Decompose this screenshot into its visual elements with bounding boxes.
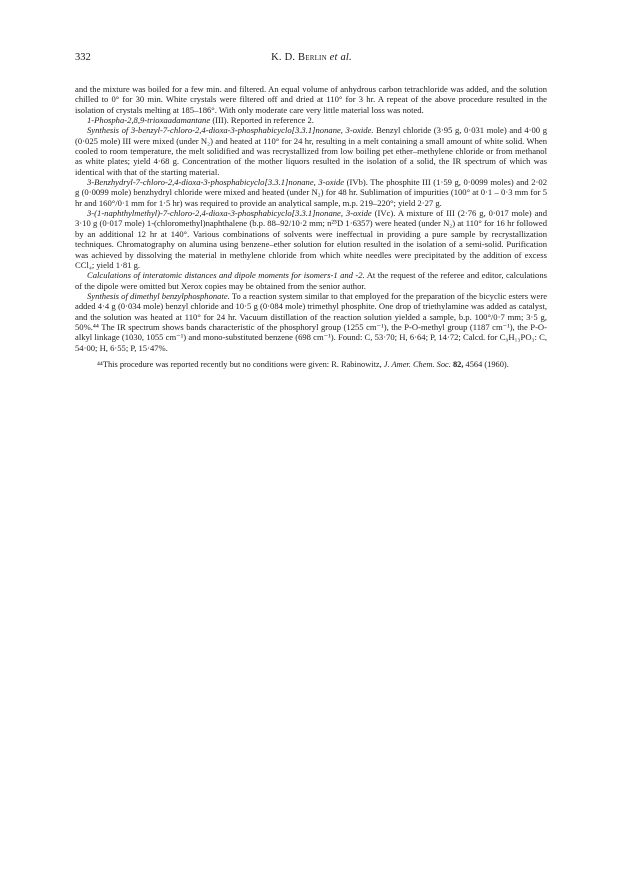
author-initials: K. D. xyxy=(271,52,299,63)
compound-heading: 1-Phospha-2,8,9-trioxaadamantane xyxy=(87,115,211,126)
author-surname: Berlin xyxy=(298,52,327,63)
paragraph-calculations: Calculations of interatomic distances and dipole moments for isomers-1 and -2. At the request of the referee and editor, calculations of the dipole were omitted but Xerox copies may be obtained from the senior author. xyxy=(75,270,547,291)
page-number: 332 xyxy=(75,52,91,63)
journal-volume: 82, xyxy=(450,359,464,369)
page-header xyxy=(75,52,548,68)
author-suffix: et al. xyxy=(326,52,352,63)
section-heading: Calculations of interatomic distances and dipole moments for isomers-1 and -2. xyxy=(87,270,365,281)
paragraph-dimethyl-benzylphosphonate: Synthesis of dimethyl benzylphosphonate. To a reaction system similar to that employed for the preparation of the bicyclic esters were added 4·4 g (0·034 mole) benzyl chloride and 10·5 g (0·084 mole) trimethyl phosphite. One drop of triethylamine was added as catalyst, and the solution was heated at 110° for 24 hr. Vacuum distillation of the reaction solution yielded a sample, b.p. 100°/0·7 mm; 3·5 g, 50%.⁴⁴ The IR spectrum shows bands characteristic of the phosphoryl group (1255 cm⁻¹), the P-O-methyl group (1187 cm⁻¹), the P-O-alkyl linkage (1030, 1055 cm⁻¹) and mono-substituted benzene (698 cm⁻¹). Found: C, 53·70; H, 6·64; P, 14·72; Calcd. for C₉H₁₃PO₃: C, 54·00; H, 6·55; P, 15·47%. xyxy=(75,290,548,353)
paragraph-benzhydryl: 3-Benzhydryl-7-chloro-2,4-dioxa-3-phosphabicyclo[3.3.1]nonane, 3-oxide (IVb). The phosphite III (1·59 g, 0·0099 moles) and 2·02 g (0·0099 mole) benzhydryl chloride were mixed and heated (under N₂) for 48 hr. Sublimation of impurities (100° at 0·1 – 0·3 mm for 5 hr and 160°/0·1 mm for 1·5 hr) was required to provide an analytical sample, m.p. 219–220°; yield 2·27 g. xyxy=(75,177,548,208)
paragraph-continuation: and the mixture was boiled for a few min. and filtered. An equal volume of anhydrous carbon tetrachloride was added, and the solution chilled to 0° for 30 min. White crystals were filtered off and dried at 110° for 3 hr. A repeat of the above procedure resulted in the isolation of crystals melting at 185–186°. With only moderate care very little material loss was noted. xyxy=(75,84,547,115)
footnote: ⁴⁴This procedure was reported recently but no conditions were given: R. Rabinowitz, J. Amer. Chem. Soc. 82, 4564 (1960). xyxy=(97,359,509,369)
section-heading: Synthesis of 3-benzyl-7-chloro-2,4-dioxa-3-phosphabicyclo[3.3.1]nonane, 3-oxide. xyxy=(87,125,374,136)
article-body xyxy=(75,84,547,370)
footnote-marker: ⁴⁴ xyxy=(97,359,103,369)
journal-name: J. Amer. Chem. Soc. xyxy=(383,359,451,369)
paragraph-trioxaadamantane: 1-Phospha-2,8,9-trioxaadamantane (III). Reported in reference 2. xyxy=(87,115,314,126)
compound-heading: 3-Benzhydryl-7-chloro-2,4-dioxa-3-phosphabicyclo[3.3.1]nonane, 3-oxide xyxy=(87,177,345,188)
paragraph-benzyl-synthesis: Synthesis of 3-benzyl-7-chloro-2,4-dioxa-3-phosphabicyclo[3.3.1]nonane, 3-oxide. Benzyl chloride (3·95 g, 0·031 mole) and 4·00 g (0·025 mole) III were mixed (under N₂) and heated at 110° for 24 hr, resulting in a melt containing a small amount of white solid. When cooled to room temperature, the melt solidified and was recrystallized from low boiling pet ether–methylene chloride or from methanol as white plates; yield 4·68 g. Concentration of the mother liquors resulted in the isolation of a solid, the IR spectrum of which was identical with that of the starting material. xyxy=(75,125,547,177)
paragraph-naphthylmethyl: 3-(1-naphthylmethyl)-7-chloro-2,4-dioxa-3-phosphabicyclo[3.3.1]nonane, 3-oxide (IVc). A mixture of III (2·76 g, 0·017 mole) and 3·10 g (0·017 mole) 1-(chloromethyl)naphthalene (b.p. 88–92/10·2 mm; n²⁵D 1·6357) were heated (under N₂) at 110° for 16 hr followed by an additional 12 hr at 140°. Various combinations of solvents were ineffectual in providing a pure sample by recrystallization techniques. Chromatography on alumina using benzene–ether solution for elution resulted in the isolation of a semi-solid. Purification was achieved by dissolving the material in methylene chloride from which white needles were precipitated by the addition of excess CCl₄; yield 1·81 g. xyxy=(75,208,547,270)
running-head xyxy=(75,52,548,63)
section-heading: Synthesis of dimethyl benzylphosphonate. xyxy=(87,290,230,301)
compound-heading: 3-(1-naphthylmethyl)-7-chloro-2,4-dioxa-3-phosphabicyclo[3.3.1]nonane, 3-oxide xyxy=(87,208,372,219)
